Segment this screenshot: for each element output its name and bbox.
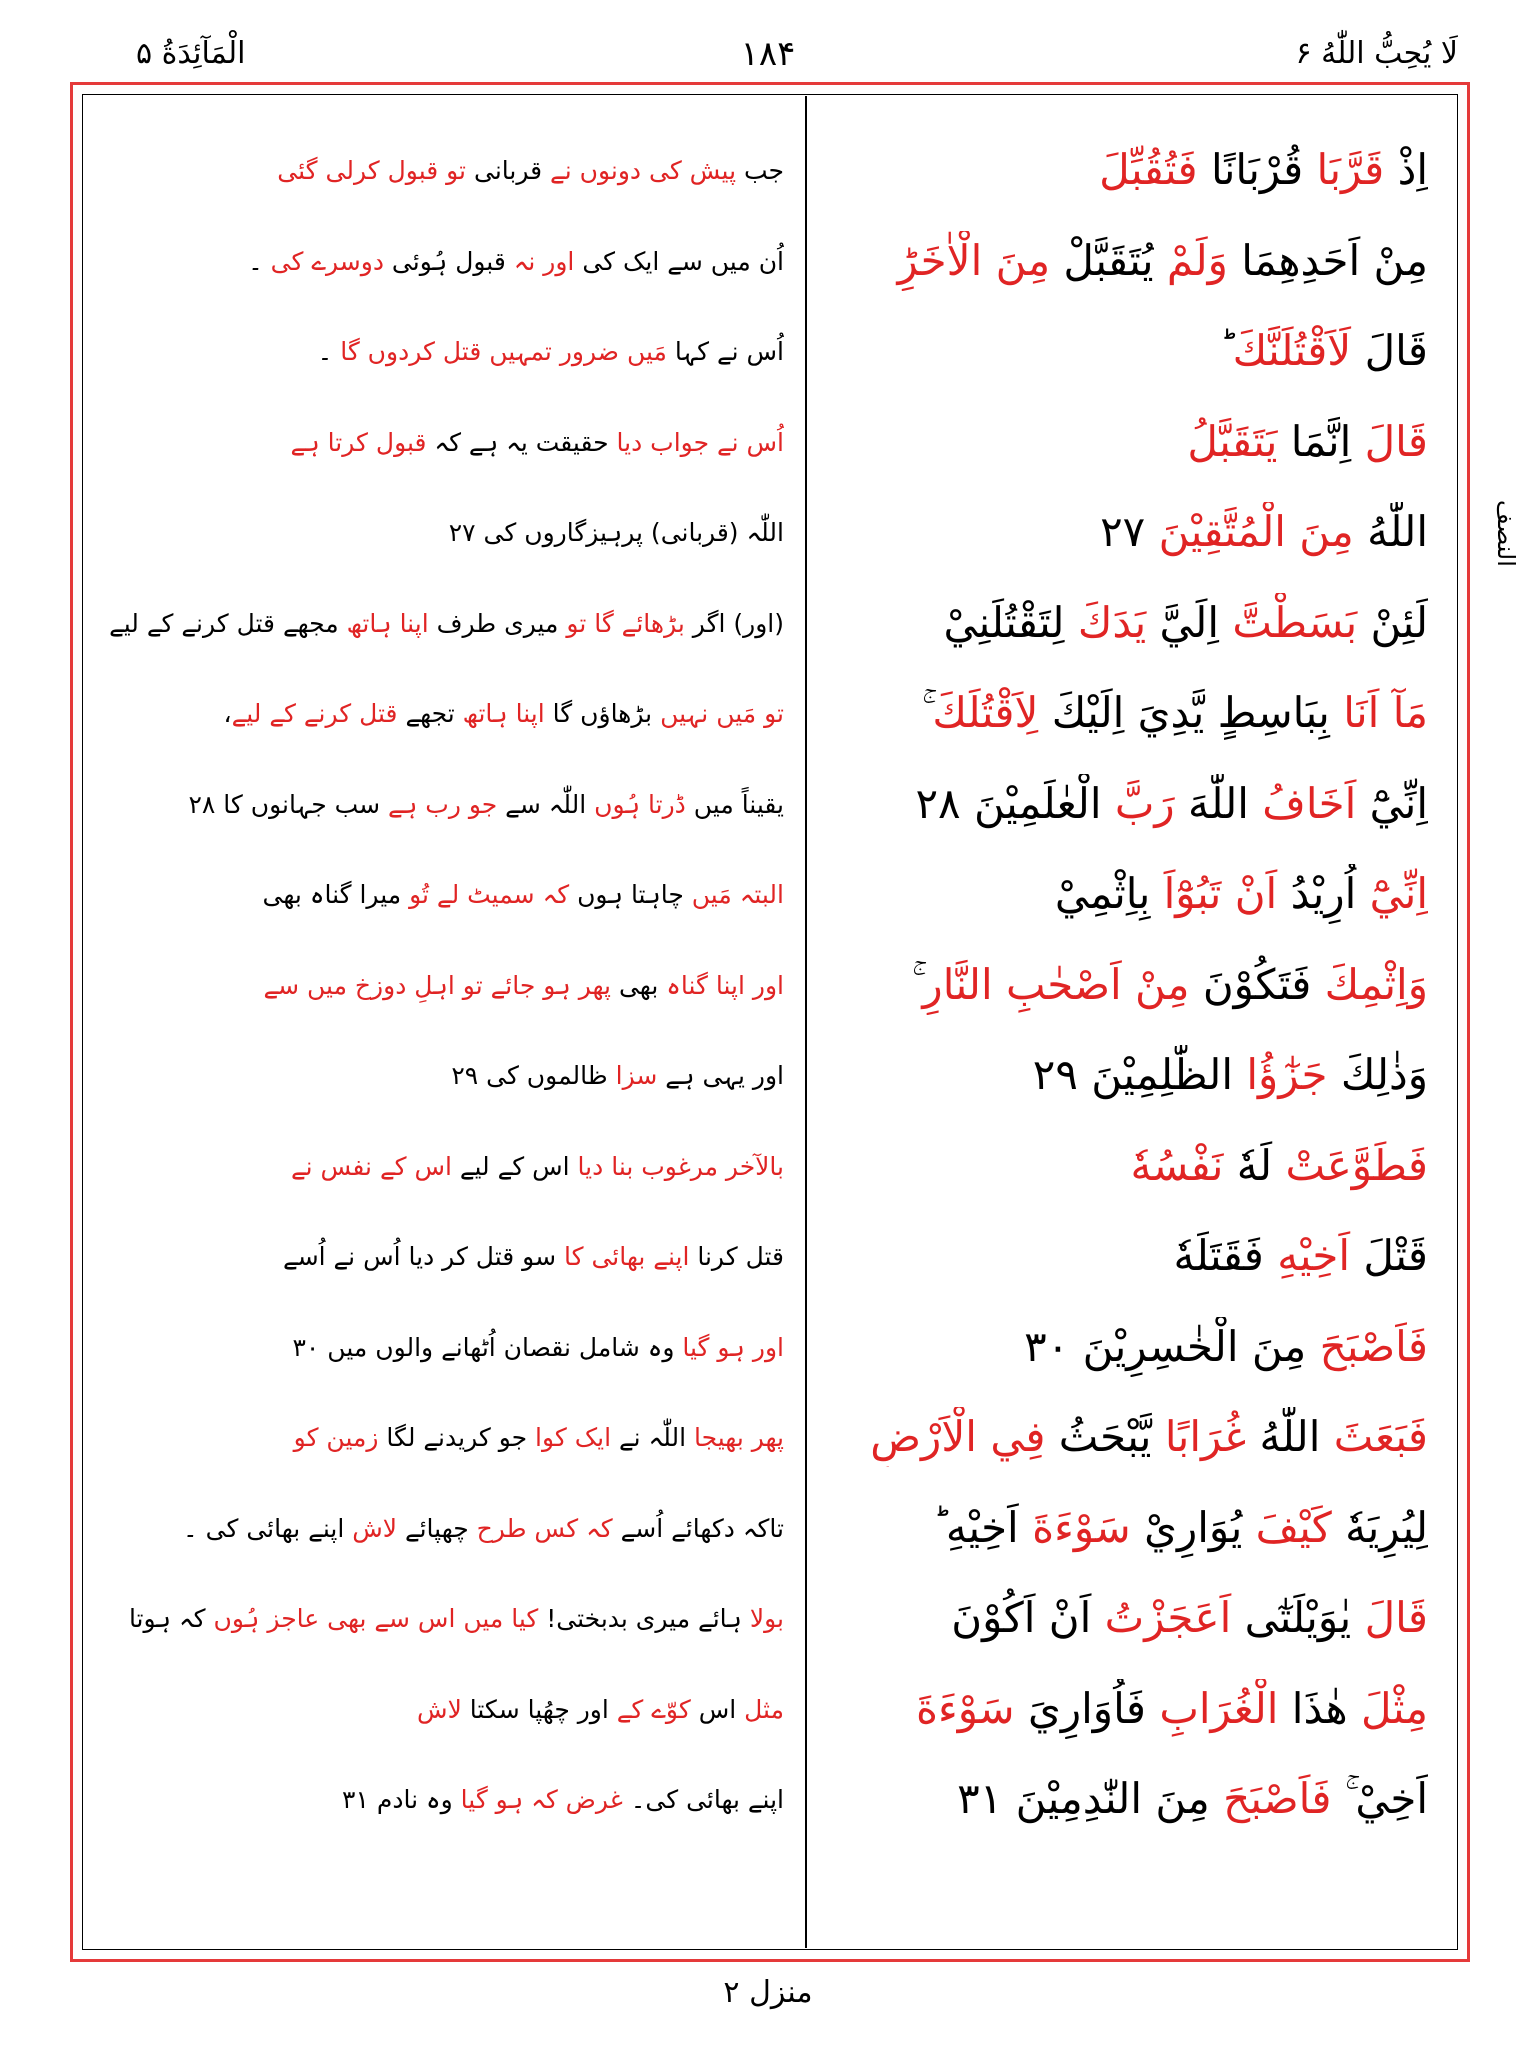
urdu-segment: اُس نے کہا [666,337,784,366]
arabic-segment: بِبَاسِطٍ يَّدِيَ اِلَيْكَ [1038,688,1330,737]
urdu-segment: جب [736,156,784,185]
arabic-segment: اِلَيَّ [1146,597,1219,647]
arabic-segment: لِاَقْتُلَكَ [932,688,1039,737]
urdu-segment: کوّے کے [608,1694,691,1724]
urdu-segment: بالآخر مرغوب بنا دیا [569,1151,784,1181]
arabic-segment: اَخَافُ [1248,778,1357,828]
arabic-verse-line [778,1407,1428,1467]
urdu-translation-line [84,1413,784,1463]
urdu-translation-line [84,327,784,377]
urdu-segment: سزا [607,1061,658,1090]
arabic-segment: قَالَ [1351,1593,1428,1642]
urdu-translation-line [84,1051,784,1101]
urdu-segment: اپنا ہاتھ [338,608,429,638]
urdu-segment: اہلِ دوزخ میں سے [263,970,455,1000]
urdu-segment: تاکہ دکھائے اُسے [612,1513,784,1543]
urdu-translation-line [84,1323,784,1373]
urdu-segment: وہ شامل نقصان اُٹھانے والوں میں ۳۰ [292,1332,675,1362]
arabic-segment: ۚ [911,959,923,1009]
urdu-segment: اور چھُپا سکتا [461,1694,609,1724]
arabic-segment: اللّٰهَ [1174,778,1249,828]
arabic-segment: قَتْلَ [1350,1231,1428,1280]
arabic-segment: فَتَكُوْنَ [1189,959,1312,1009]
urdu-segment: کہ سمیٹ لے تُو [401,880,570,909]
arabic-segment: يُوَارِيْ [1130,1502,1243,1552]
arabic-segment: مِثْلَ [1347,1683,1428,1733]
urdu-segment: اللّٰہ سے [497,789,587,819]
arabic-verse-line [778,955,1428,1015]
urdu-segment: لاش [417,1694,462,1724]
arabic-segment: اِنَّمَا [1277,416,1352,466]
urdu-translation-line [84,870,784,920]
urdu-segment: تو مَیں نہیں [652,699,784,728]
arabic-segment: فَطَوَّعَتْ [1272,1140,1428,1190]
arabic-segment: بَسَطْتَّ [1219,597,1358,647]
arabic-segment: فَاَصْبَحَ [1306,1321,1428,1371]
urdu-translation-line [84,780,784,830]
urdu-segment: قتل کرنے کے لیے [231,699,398,728]
urdu-segment: پھر بھیجا [686,1423,784,1452]
arabic-segment: الْغُرَابِ [1145,1683,1279,1733]
urdu-segment: پھر ہو جائے تو [454,970,612,1000]
arabic-segment: اَعَجَزْتُ [1091,1593,1232,1642]
arabic-segment: الظّٰلِمِيْنَ [1091,1050,1234,1099]
urdu-translation-line [84,599,784,649]
urdu-translation-line [84,508,784,558]
arabic-segment: الْعٰلَمِيْنَ [973,778,1102,828]
arabic-segment: فَبَعَثَ [1320,1412,1428,1461]
arabic-verse-line [778,593,1428,653]
urdu-segment: چھپائے [397,1513,469,1543]
urdu-segment: قبول ہُوئی [383,246,506,276]
urdu-segment: زمین کو [293,1423,379,1452]
urdu-segment: کہ کس طرح [468,1513,613,1543]
arabic-segment: يُتَقَبَّلْ [1050,235,1154,285]
urdu-segment: اس کے لیے [451,1151,570,1181]
arabic-segment: اللّٰهُ [1246,1412,1321,1461]
urdu-segment: میری طرف [428,608,559,638]
urdu-translation-line [84,1504,784,1554]
arabic-segment: اللّٰهُ [1353,507,1428,556]
arabic-segment: لِيُرِيَهٗ [1331,1502,1428,1552]
urdu-translation-line [84,961,784,1011]
arabic-segment: فَاُوَارِيَ [1014,1683,1146,1733]
arabic-verse-line [778,502,1428,562]
arabic-segment: غُرَابًا [1151,1412,1247,1461]
arabic-verse-line [778,683,1428,743]
urdu-segment: مثل [736,1694,784,1724]
arabic-segment: سَوْءَةَ [1018,1502,1131,1552]
arabic-segment: ۳۰ [1024,1321,1083,1371]
arabic-segment: يَتَقَبَّلُ [1187,416,1278,466]
urdu-segment: اور ہو گیا [674,1332,784,1362]
urdu-segment: قتل کرنا [689,1242,784,1271]
manzil-footer: منزل ۲ [723,1975,813,2010]
arabic-segment: نَفْسُهٗ [1130,1140,1224,1190]
urdu-segment: اور یہی ہے [657,1061,784,1090]
urdu-translation-line [84,418,784,468]
arabic-segment: يَّبْحَثُ [1045,1412,1152,1461]
urdu-segment: اُن میں سے ایک کی [574,246,784,276]
urdu-translation-line [84,146,784,196]
urdu-segment: مجھے قتل کرنے کے لیے [109,608,339,638]
urdu-segment: ایک کوا [527,1423,612,1452]
urdu-segment: بھی [611,970,659,1000]
urdu-segment: البتہ مَیں [683,880,784,909]
urdu-segment: بڑھاؤں گا [544,699,653,728]
urdu-segment: قربانی [466,156,543,185]
urdu-segment: ۔ [248,246,271,276]
arabic-segment: ۲۸ [915,778,974,828]
urdu-segment: سو قتل کر دیا اُس نے اُسے [283,1242,557,1271]
urdu-segment: اللّٰہ (قربانی) پرہیزگاروں کی ۲۷ [448,518,784,547]
urdu-segment: اپنا ہاتھ [454,699,545,728]
urdu-segment: اپنے بھائی کا [556,1242,690,1271]
arabic-segment: يَدَكَ [1064,597,1147,647]
arabic-segment: ۲۹ [1032,1050,1092,1099]
urdu-segment: (اور) اگر [684,608,784,638]
arabic-segment: لَئِنْ [1357,597,1428,647]
urdu-segment: اس کے نفس نے [290,1151,452,1181]
arabic-segment: فِي الْاَرْضِ [870,1412,1046,1461]
urdu-segment: ۔ [317,337,341,366]
arabic-segment: مِنْ اَصْحٰبِ النَّارِ [922,959,1190,1009]
urdu-segment: حقیقت یہ ہے کہ [426,427,609,457]
arabic-verse-line [778,231,1428,291]
arabic-segment: ۚ [921,688,933,737]
arabic-verse-line [778,412,1428,472]
arabic-segment: ۲۷ [1100,507,1159,556]
urdu-segment: جو کریدنے لگا [378,1423,528,1452]
urdu-segment: جو رب ہے [380,789,498,819]
urdu-segment: مَیں ضرور تمہیں قتل کردوں گا [340,337,667,366]
arabic-segment: ۚ [1331,1774,1356,1823]
arabic-segment: ۳۱ [957,1774,1016,1823]
arabic-verse-line [778,1045,1428,1105]
urdu-segment: پیش کی دونوں نے [542,156,737,185]
arabic-segment: اَنْ اَكُوْنَ [951,1593,1092,1642]
arabic-verse-line [778,1679,1428,1739]
urdu-translation-line [84,237,784,287]
urdu-segment: دوسرے کی [270,246,384,276]
urdu-segment: اور اپنا گناہ [658,970,784,1000]
arabic-verse-line [778,321,1428,381]
arabic-verse-line [778,1769,1428,1829]
urdu-segment: وہ نادم ۳۱ [342,1785,453,1814]
arabic-segment: هٰذَا [1278,1683,1348,1733]
urdu-translation-line [84,1775,784,1825]
arabic-segment: ؕ [932,1502,946,1552]
urdu-segment: اپنے بھائی کی۔ [622,1785,784,1814]
arabic-segment: اُرِيْدُ [1277,869,1357,918]
urdu-segment: بڑھائے گا تو [558,608,685,638]
arabic-segment: اِذْ [1384,145,1428,194]
arabic-segment: لَهٗ [1223,1140,1273,1190]
urdu-segment: کیا میں اس سے بھی عاجز ہُوں [205,1604,539,1633]
urdu-segment: غرض کہ ہو گیا [452,1785,623,1814]
arabic-verse-line [778,1226,1428,1286]
page-number: ۱۸۴ [740,34,796,74]
arabic-segment: ؕ [1219,326,1233,375]
urdu-translation-line [84,1685,784,1735]
arabic-segment: فَاَصْبَحَ [1209,1774,1332,1823]
arabic-verse-line [778,1317,1428,1377]
arabic-segment: وَذٰلِكَ [1327,1050,1428,1099]
arabic-segment: مِنَ الْاٰخَرِ [897,235,1051,285]
arabic-segment: لِتَقْتُلَنِيْ [943,597,1065,647]
arabic-segment: يٰوَيْلَتٰٓى [1231,1593,1352,1642]
urdu-segment: قبول کرتا ہے [290,427,427,457]
urdu-translation-line [84,1232,784,1282]
arabic-segment: مِنْ اَحَدِهِمَا [1227,235,1428,285]
arabic-segment: اَخِيْهِ [945,1502,1019,1552]
arabic-segment: لَاَقْتُلَنَّكَ [1232,326,1352,375]
arabic-segment: قُرْبَانًا [1197,145,1304,194]
urdu-translation-line [84,1142,784,1192]
urdu-translation-line [84,1594,784,1644]
arabic-verse-line [778,140,1428,200]
urdu-segment: ، [223,699,232,728]
arabic-segment: اَخِيْ [1355,1774,1428,1823]
arabic-segment: جَزٰٓؤُا [1233,1050,1328,1099]
arabic-segment: فَقَتَلَهٗ [1173,1231,1264,1280]
urdu-segment: کہ ہوتا [128,1604,206,1633]
urdu-segment: بولا [741,1604,784,1633]
arabic-verse-line [778,864,1428,924]
side-marker: النصف [1492,500,1520,567]
arabic-verse-line [778,1136,1428,1196]
urdu-segment: یقیناً میں [685,789,784,819]
arabic-segment: قَرَّبَا [1303,145,1385,194]
urdu-segment: میرا گناہ بھی [262,880,402,909]
arabic-segment: قَالَ [1351,326,1428,375]
arabic-verse-line [778,1498,1428,1558]
arabic-segment: وَاِثْمِكَ [1311,959,1428,1009]
urdu-segment: اپنے بھائی کی ۔ [183,1513,345,1543]
arabic-segment: قَالَ [1351,416,1428,466]
arabic-segment: رَبَّ [1101,778,1175,828]
header-surah-title: الْمَآئِدَةُ ۵ [136,36,246,71]
header-juz-title: لَا يُحِبُّ اللّٰهُ ۶ [1295,36,1458,71]
arabic-segment: مِنَ النّٰدِمِيْنَ [1015,1774,1210,1823]
urdu-segment: اور نہ [505,246,575,276]
urdu-segment: لاش [344,1513,397,1543]
arabic-verse-line [778,1588,1428,1648]
arabic-segment: مَآ اَنَا [1329,688,1428,737]
arabic-segment: سَوْءَةَ [915,1683,1015,1733]
urdu-segment: چاہتا ہوں [569,880,684,909]
arabic-segment: وَلَمْ [1153,235,1228,285]
urdu-segment: سب جہانوں کا ۲۸ [188,789,381,819]
urdu-segment: اس [690,1694,737,1724]
urdu-segment: ظالموں کی ۲۹ [451,1061,608,1090]
arabic-segment: اِنِّيْٓ [1356,869,1428,918]
arabic-segment: بِاِثْمِيْ [1054,869,1151,918]
arabic-segment: مِنَ الْمُتَّقِيْنَ [1158,507,1354,556]
urdu-segment: ہائے میری بدبختی! [538,1604,742,1633]
arabic-segment: مِنَ الْخٰسِرِيْنَ [1082,1321,1307,1371]
urdu-segment: تو قبول کرلی گئی [277,156,467,185]
arabic-segment: اَنْ تَبُوْٓاَ [1150,869,1278,918]
arabic-segment: اِنِّيْٓ [1356,778,1428,828]
urdu-segment: اللّٰہ نے [611,1423,687,1452]
arabic-segment: اَخِيْهِ [1263,1231,1351,1280]
urdu-segment: اُس نے جواب دیا [608,427,784,457]
urdu-segment: ڈرتا ہُوں [586,789,686,819]
urdu-segment: تجھے [397,699,455,728]
arabic-segment: فَتُقُبِّلَ [1099,145,1198,194]
arabic-verse-line [778,774,1428,834]
arabic-segment: كَيْفَ [1242,1502,1332,1552]
urdu-translation-line [84,689,784,739]
